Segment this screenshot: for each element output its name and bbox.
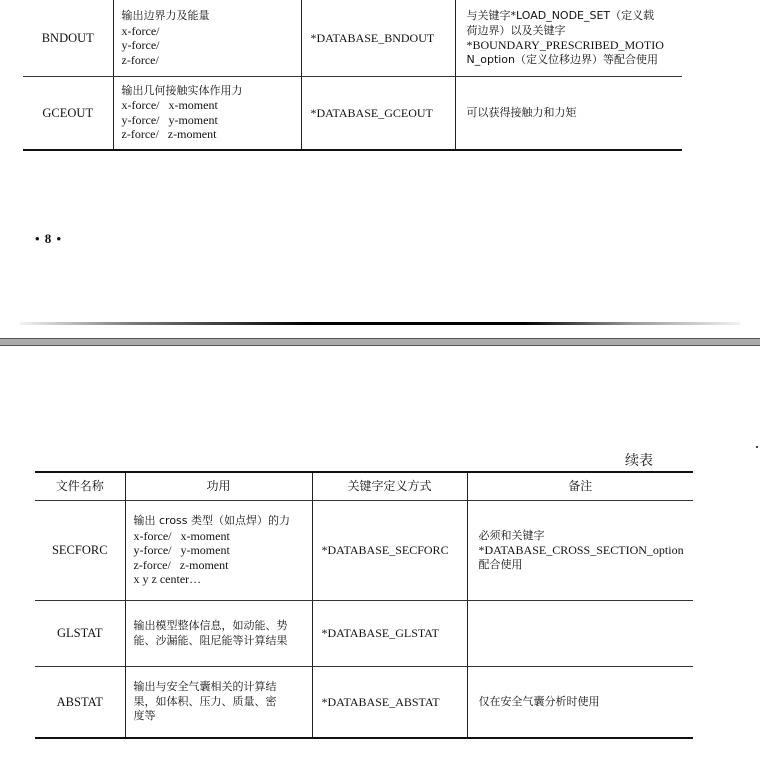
table-row [23, 77, 682, 150]
function-cell [125, 501, 312, 601]
file-name-cell: GLSTAT [35, 601, 125, 667]
column-header-function: 功用 [125, 472, 312, 501]
note-cell [467, 601, 693, 667]
function-line: 输出与安全气囊相关的计算结 [133, 680, 277, 693]
function-line: x y z center… [133, 572, 202, 587]
continued-table-label: 续表 [625, 453, 653, 469]
page-separator [0, 338, 760, 346]
file-name-cell: ABSTAT [35, 667, 125, 738]
table-row [23, 0, 682, 77]
note-line: *BOUNDARY_PRESCRIBED_MOTIO [466, 38, 664, 52]
keyword-cell: *DATABASE_GLSTAT [312, 601, 467, 667]
file-name-cell: SECFORC [35, 501, 125, 601]
function-line: 输出边界力及能量 [121, 9, 210, 22]
keyword-cell: *DATABASE_GCEOUT [301, 77, 455, 150]
function-line: z-force/ z-moment [121, 127, 217, 142]
document-page-bottom [0, 346, 760, 759]
function-line: 度等 [133, 709, 156, 722]
file-name-cell: BNDOUT [23, 0, 113, 77]
table-row [35, 501, 693, 601]
function-line: 输出模型整体信息，如动能、势 [133, 619, 288, 632]
column-header-keyword: 关键字定义方式 [312, 472, 467, 501]
function-cell [125, 601, 312, 667]
output-files-table-bottom [35, 471, 693, 739]
function-line: 输出几何接触实体作用力 [121, 83, 243, 97]
function-line: 果，如体积、压力、质量、密 [133, 694, 277, 708]
note-line: 仅在安全气囊分析时使用 [478, 694, 600, 708]
note-line: *DATABASE_CROSS_SECTION_option [478, 543, 684, 558]
table-row [35, 601, 693, 667]
keyword-cell: *DATABASE_BNDOUT [301, 0, 455, 77]
keyword-cell: *DATABASE_SECFORC [312, 501, 467, 601]
output-files-table-top [23, 0, 682, 151]
page-number: • 8 • [35, 231, 63, 246]
function-line: y-force/ y-moment [133, 543, 230, 558]
note-cell [455, 77, 682, 150]
column-header-file-name: 文件名称 [35, 472, 125, 501]
note-line: 可以获得接触力和力矩 [466, 105, 577, 119]
note-line: 必须和关键字 [478, 528, 545, 542]
function-line: z-force/ [121, 52, 159, 67]
scan-edge-rule [20, 322, 740, 325]
function-line: 能、沙漏能、阻尼能等计算结果 [133, 633, 288, 647]
function-cell [113, 0, 301, 77]
keyword-cell: *DATABASE_ABSTAT [312, 667, 467, 738]
function-line: y-force/ y-moment [121, 112, 218, 127]
note-cell [467, 667, 693, 738]
function-line: x-force/ x-moment [133, 528, 230, 543]
table-row [35, 667, 693, 738]
note-line: 与关键字*LOAD_NODE_SET（定义载 [466, 9, 655, 22]
function-cell [113, 77, 301, 150]
function-line: y-force/ [121, 38, 160, 52]
note-line: N_option（定义位移边界）等配合使用 [466, 52, 659, 66]
note-line: 配合使用 [478, 557, 523, 571]
function-line: 输出 cross 类型（如点焊）的力 [133, 514, 291, 528]
function-cell [125, 667, 312, 738]
scan-speck [756, 446, 758, 448]
document-page-top [0, 0, 760, 338]
table-header-row [35, 472, 693, 501]
note-cell [455, 0, 682, 77]
function-line: x-force/ [121, 23, 160, 38]
column-header-note: 备注 [467, 472, 693, 501]
note-cell [467, 501, 693, 601]
file-name-cell: GCEOUT [23, 77, 113, 150]
note-line: 荷边界）以及关键字 [466, 23, 566, 37]
function-line: z-force/ z-moment [133, 557, 229, 572]
function-line: x-force/ x-moment [121, 98, 218, 113]
